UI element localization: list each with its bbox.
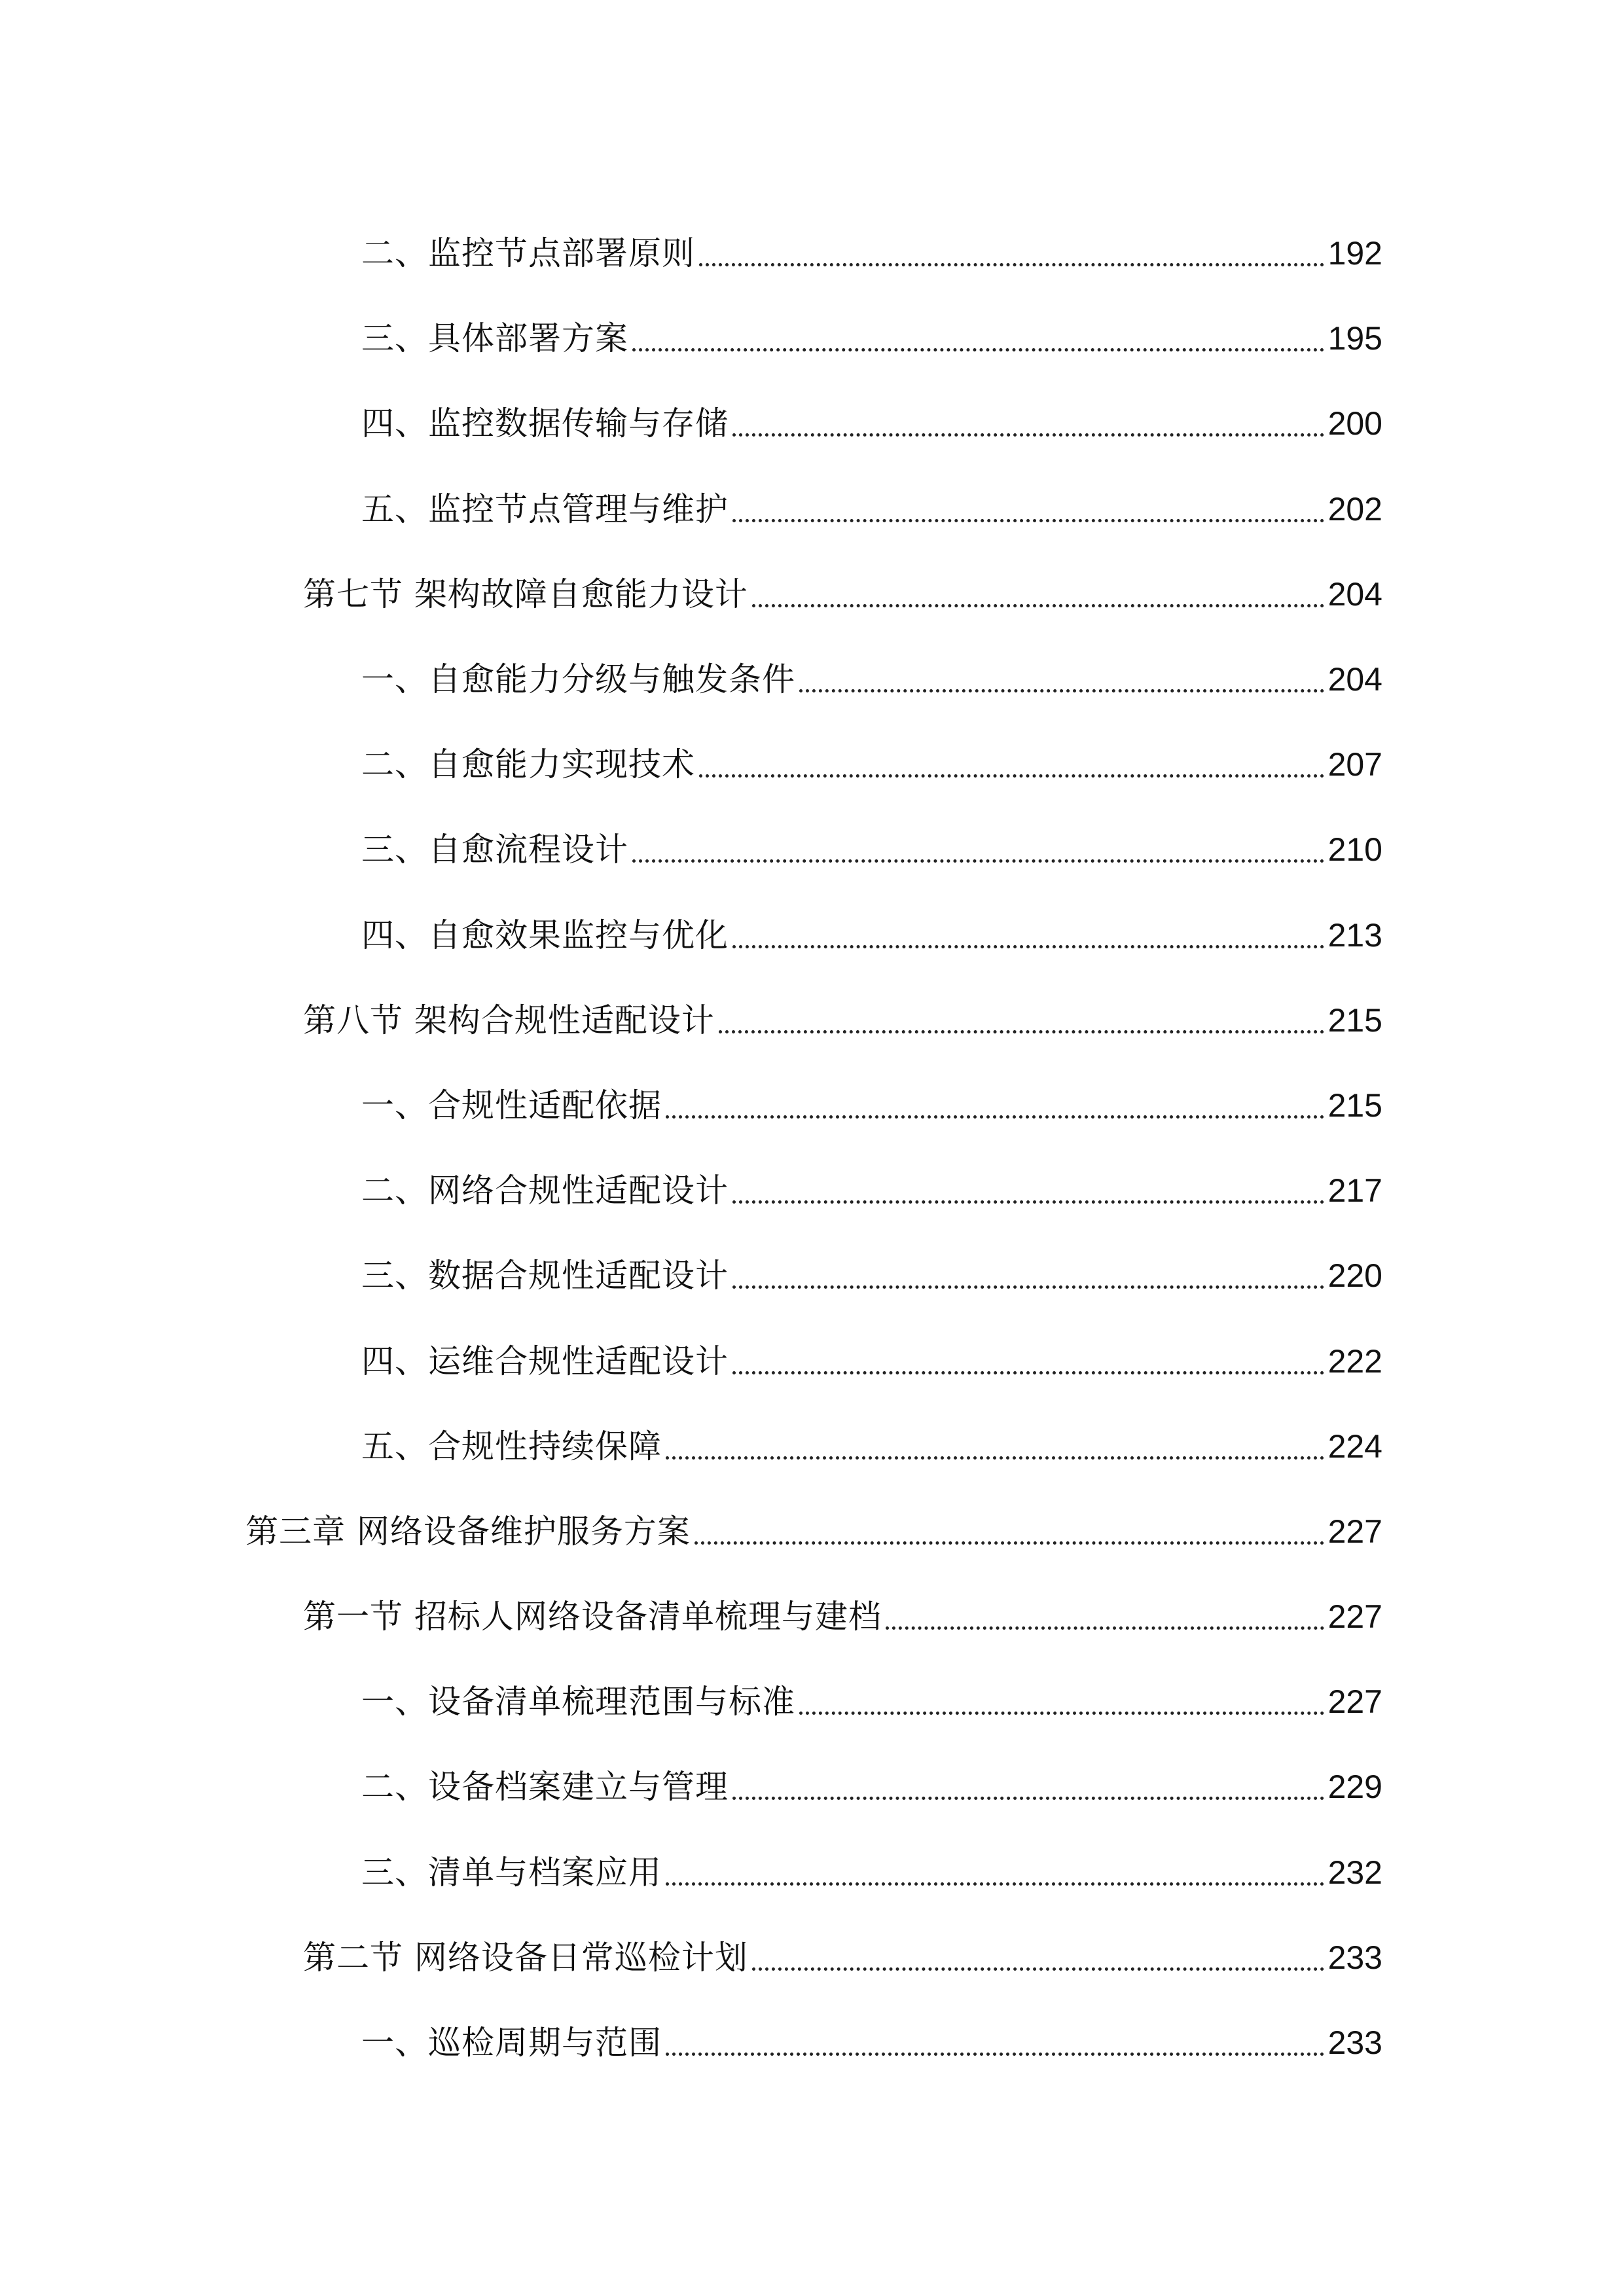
toc-entry-title: 一、自愈能力分级与触发条件 — [361, 660, 795, 699]
toc-subsection-entry[interactable] — [0, 1404, 1382, 1489]
toc-entry-title: 二、监控节点部署原则 — [361, 234, 695, 273]
toc-subsection-entry[interactable] — [0, 1830, 1382, 1915]
toc-subsection-entry[interactable] — [0, 1063, 1382, 1148]
toc-entry-title: 五、监控节点管理与维护 — [361, 490, 729, 528]
toc-subsection-entry[interactable] — [0, 893, 1382, 978]
toc-page-number: 192 — [1327, 235, 1382, 272]
toc-dot-leader — [886, 1590, 1324, 1643]
toc-entry-title: 二、网络合规性适配设计 — [361, 1172, 729, 1210]
toc-dot-leader — [732, 397, 1324, 450]
toc-chapter-entry[interactable] — [0, 1489, 1382, 1574]
toc-page-number: 217 — [1327, 1172, 1382, 1210]
toc-page-number: 215 — [1327, 1001, 1382, 1039]
toc-entry-title: 四、自愈效果监控与优化 — [361, 916, 729, 954]
toc-entry-title: 第一节 招标人网络设备清单梳理与建档 — [303, 1598, 882, 1636]
toc-subsection-entry[interactable] — [0, 807, 1382, 892]
toc-entry-title: 二、设备档案建立与管理 — [361, 1768, 729, 1806]
toc-section-entry[interactable] — [0, 1915, 1382, 2000]
toc-dot-leader — [719, 994, 1324, 1047]
toc-page-number: 215 — [1327, 1086, 1382, 1124]
toc-dot-leader — [732, 1761, 1324, 1813]
toc-dot-leader — [632, 823, 1324, 876]
toc-dot-leader — [632, 312, 1324, 365]
toc-entry-title: 第二节 网络设备日常巡检计划 — [303, 1938, 748, 1977]
toc-page-number: 233 — [1327, 2024, 1382, 2062]
toc-entry-title: 一、设备清单梳理范围与标准 — [361, 1683, 795, 1721]
toc-dot-leader — [732, 1164, 1324, 1217]
toc-dot-leader — [699, 738, 1324, 791]
toc-dot-leader — [695, 1505, 1324, 1558]
toc-section-entry[interactable] — [0, 1574, 1382, 1659]
toc-subsection-entry[interactable] — [0, 467, 1382, 552]
toc-dot-leader — [666, 1420, 1324, 1473]
toc-dot-leader — [799, 1676, 1324, 1728]
toc-subsection-entry[interactable] — [0, 211, 1382, 296]
table-of-contents — [0, 211, 1624, 2085]
toc-entry-title: 四、运维合规性适配设计 — [361, 1342, 729, 1380]
toc-page-number: 204 — [1327, 661, 1382, 698]
toc-entry-title: 一、巡检周期与范围 — [361, 2024, 662, 2062]
toc-entry-title: 三、自愈流程设计 — [361, 831, 628, 869]
toc-entry-title: 三、数据合规性适配设计 — [361, 1257, 729, 1295]
toc-entry-title: 三、清单与档案应用 — [361, 1853, 662, 1892]
toc-subsection-entry[interactable] — [0, 722, 1382, 807]
toc-subsection-entry[interactable] — [0, 1148, 1382, 1233]
toc-page-number: 227 — [1327, 1513, 1382, 1550]
toc-subsection-entry[interactable] — [0, 296, 1382, 381]
toc-section-entry[interactable] — [0, 978, 1382, 1063]
toc-subsection-entry[interactable] — [0, 1659, 1382, 1744]
toc-entry-title: 第七节 架构故障自愈能力设计 — [303, 575, 748, 613]
toc-dot-leader — [799, 653, 1324, 706]
toc-entry-title: 二、自愈能力实现技术 — [361, 745, 695, 784]
toc-dot-leader — [752, 568, 1324, 620]
toc-page-number: 233 — [1327, 1939, 1382, 1976]
toc-dot-leader — [732, 1335, 1324, 1388]
toc-entry-title: 一、合规性适配依据 — [361, 1086, 662, 1124]
toc-dot-leader — [699, 227, 1324, 279]
toc-subsection-entry[interactable] — [0, 381, 1382, 466]
toc-subsection-entry[interactable] — [0, 1318, 1382, 1403]
toc-dot-leader — [666, 1846, 1324, 1899]
toc-subsection-entry[interactable] — [0, 1233, 1382, 1318]
toc-dot-leader — [752, 1931, 1324, 1984]
toc-page-number: 195 — [1327, 320, 1382, 357]
toc-dot-leader — [666, 2017, 1324, 2069]
toc-subsection-entry[interactable] — [0, 2000, 1382, 2085]
toc-page-number: 227 — [1327, 1598, 1382, 1636]
toc-entry-title: 第八节 架构合规性适配设计 — [303, 1001, 715, 1039]
toc-section-entry[interactable] — [0, 552, 1382, 637]
toc-subsection-entry[interactable] — [0, 637, 1382, 722]
toc-page-number: 229 — [1327, 1768, 1382, 1806]
toc-page-number: 204 — [1327, 575, 1382, 613]
toc-page-number: 222 — [1327, 1342, 1382, 1380]
toc-entry-title: 四、监控数据传输与存储 — [361, 404, 729, 443]
toc-page-number: 207 — [1327, 746, 1382, 783]
toc-page-number: 202 — [1327, 490, 1382, 528]
toc-entry-title: 三、具体部署方案 — [361, 319, 628, 358]
toc-page-number: 210 — [1327, 831, 1382, 869]
toc-entry-title: 五、合规性持续保障 — [361, 1427, 662, 1465]
toc-dot-leader — [732, 483, 1324, 535]
toc-subsection-entry[interactable] — [0, 1744, 1382, 1829]
toc-page-number: 200 — [1327, 405, 1382, 442]
toc-dot-leader — [732, 909, 1324, 961]
toc-page-number: 213 — [1327, 916, 1382, 954]
toc-page-number: 220 — [1327, 1257, 1382, 1295]
toc-page-number: 224 — [1327, 1427, 1382, 1465]
toc-page-number: 232 — [1327, 1854, 1382, 1891]
toc-dot-leader — [666, 1079, 1324, 1132]
toc-page-number: 227 — [1327, 1683, 1382, 1721]
toc-dot-leader — [732, 1249, 1324, 1302]
toc-entry-title: 第三章 网络设备维护服务方案 — [245, 1512, 691, 1551]
